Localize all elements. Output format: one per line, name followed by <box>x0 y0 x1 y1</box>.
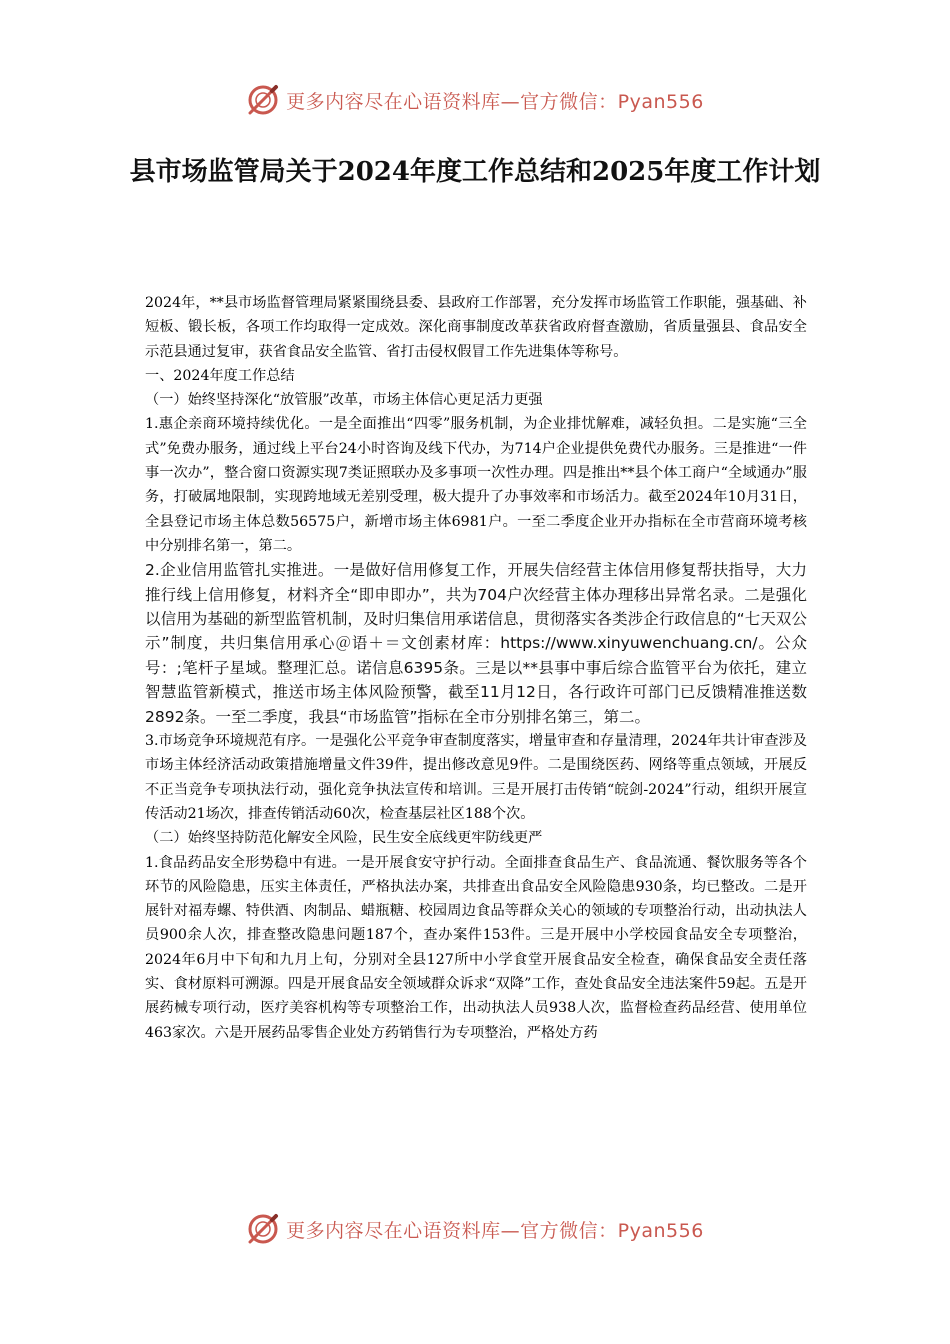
document-body <box>145 291 807 1045</box>
banner-text: 更多内容尽在心语资料库—官方微信：Pyan556 <box>286 1219 704 1242</box>
body-paragraph: 1.惠企亲商环境持续优化。一是全面推出“四零”服务机制，为企业排忧解难，减轻负担。二是实施“三全式”免费办服务，通过线上平台24小时咨询及线下代办，为714户企业提供免费代办服务。三是推进“一件事一次办”，整合窗口资源实现7类证照联办及多事项一次性办理。四是推出**县个体工商户“全域通办”服务，打破属地限制，实现跨地域无差别受理，极大提升了办事效率和市场活力。截至2024年10月31日，全县登记市场主体总数56575户，新增市场主体6981户。一至二季度企业开办指标在全市营商环境考核中分别排名第一，第二。 <box>145 416 807 554</box>
brush-logo-icon <box>246 83 280 117</box>
header-banner <box>0 80 950 120</box>
footer-banner <box>0 1209 950 1249</box>
body-paragraph-emphasized: 2.企业信用监管扎实推进。一是做好信用修复工作，开展失信经营主体信用修复帮扶指导，大力推行线上信用修复，材料齐全“即申即办”，共为704户次经营主体办理移出异常名录。二是强化以信用为基础的新型监管机制，及时归集信用承诺信息，贯彻落实各类涉企行政信息的“七天双公示”制度，共归集信用承心＠语＋＝文创素材库：https://www.xinyuwenchuang.cn/。公众号：;笔杆子星域。整理汇总。诺信息6395条。三是以**县事中事后综合监管平台为依托，建立智慧监管新模式，推送市场主体风险预警，截至11月12日，各行政许可部门已反馈精准推送数2892条。一至二季度，我县“市场监管”指标在全市分别排名第三，第二。 <box>145 561 807 726</box>
body-paragraph: 1.食品药品安全形势稳中有进。一是开展食安守护行动。全面排查食品生产、食品流通、餐饮服务等各个环节的风险隐患，压实主体责任，严格执法办案，共排查出食品安全风险隐患930条，均已整改。二是开展针对福寿螺、特供酒、肉制品、蜡瓶糖、校园周边食品等群众关心的领域的专项整治行动，出动执法人员900余人次，排查整改隐患问题187个，查办案件153件。三是开展中小学校园食品安全专项整治，2024年6月中下旬和九月上旬，分别对全县127所中小学食堂开展食品安全检查，确保食品安全责任落实、食材原料可溯源。四是开展食品安全领域群众诉求“双降”工作，查处食品安全违法案件59起。五是开展药械专项行动，医疗美容机构等专项整治工作，出动执法人员938人次，监督检查药品经营、使用单位463家次。六是开展药品零售企业处方药销售行为专项整治，严格处方药 <box>145 854 807 1041</box>
subsection-heading: （一）始终坚持深化“放管服”改革，市场主体信心更足活力更强 <box>145 392 543 409</box>
banner-text: 更多内容尽在心语资料库—官方微信：Pyan556 <box>286 90 704 113</box>
document-title: 县市场监管局关于2024年度工作总结和2025年度工作计划 <box>129 157 821 187</box>
body-paragraph: 3.市场竞争环境规范有序。一是强化公平竞争审查制度落实，增量审查和存量清理，2024年共计审查涉及市场主体经济活动政策措施增量文件39件，提出修改意见9件。二是围绕医药、网络等重点领域，开展反不正当竞争专项执法行动，强化竞争执法宣传和培训。三是开展打击传销“皖剑-2024”行动，组织开展宣传活动21场次，排查传销活动60次，检查基层社区188个次。 <box>145 733 807 822</box>
intro-paragraph: 2024年，**县市场监督管理局紧紧围绕县委、县政府工作部署，充分发挥市场监管工作职能，强基础、补短板、锻长板，各项工作均取得一定成效。深化商事制度改革获省政府督查激励，省质量强县、食品安全示范县通过复审，获省食品安全监管、省打击侵权假冒工作先进集体等称号。 <box>145 295 807 360</box>
section-heading: 一、2024年度工作总结 <box>145 367 295 384</box>
subsection-heading: （二）始终坚持防范化解安全风险，民生安全底线更牢防线更严 <box>145 830 543 847</box>
brush-logo-icon <box>246 1212 280 1246</box>
